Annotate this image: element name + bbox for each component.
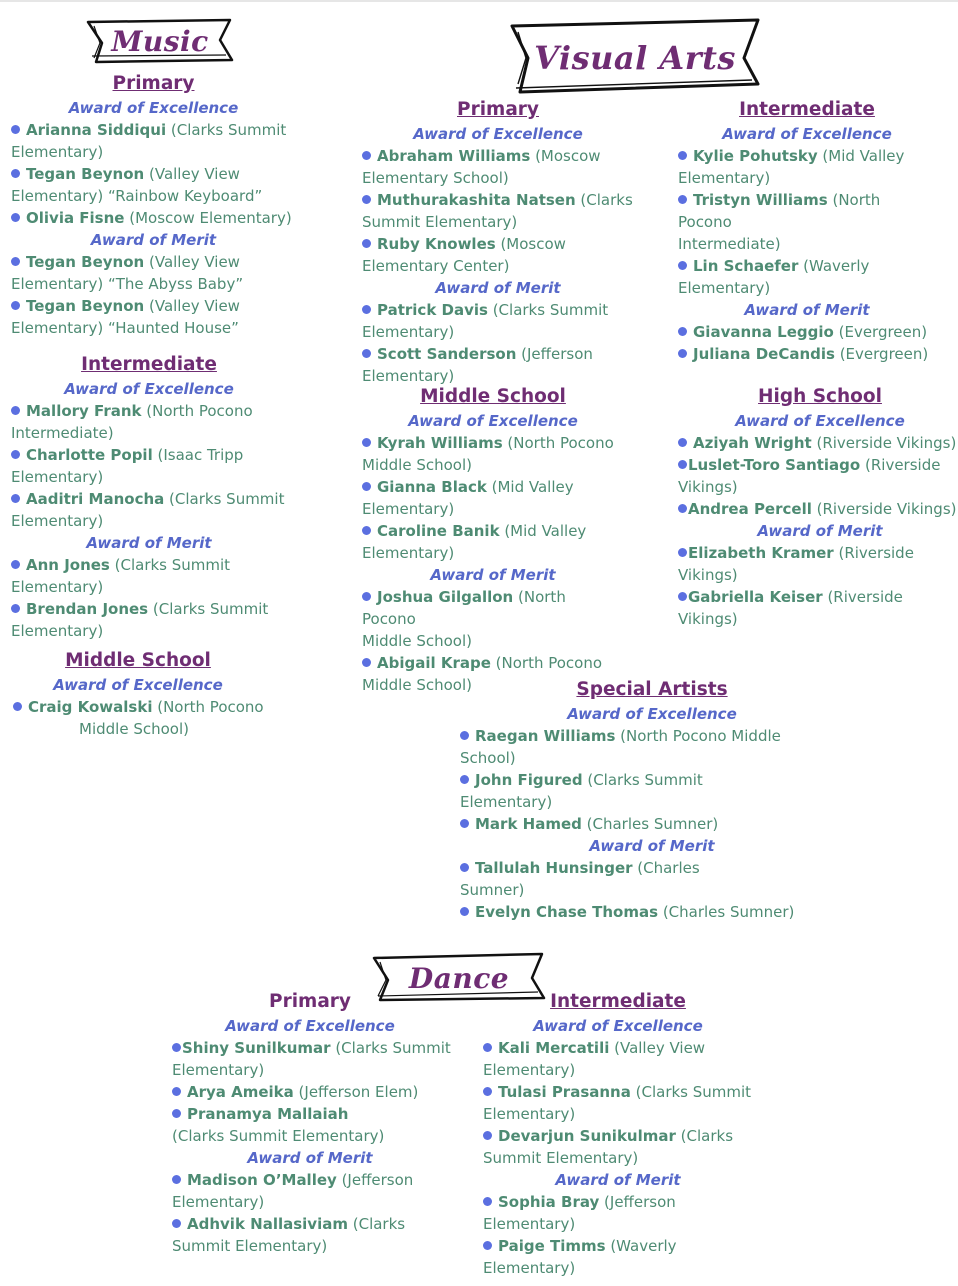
section-heading: Middle School: [420, 386, 566, 407]
bullet-icon: [678, 548, 687, 557]
bullet-icon: [362, 438, 371, 447]
dance-intermediate-section: [483, 989, 753, 1279]
list-item: Mark Hamed (Charles Sumner): [460, 813, 844, 835]
list-item: Arya Ameika (Jefferson Elem): [172, 1081, 448, 1103]
list-item: Arianna Siddiqui (Clarks Summit Elementary): [11, 121, 287, 161]
bullet-icon: [460, 775, 469, 784]
list-item: Adhvik Nallasiviam (Clarks Summit Elementary): [172, 1215, 406, 1255]
list-item: Shiny Sunilkumar (Clarks Summit Elementary): [172, 1039, 451, 1079]
list-item: John Figured (Clarks Summit Elementary): [460, 771, 703, 811]
bullet-icon: [678, 349, 687, 358]
dance-primary-section: [172, 989, 451, 1257]
visual-arts-middle-school-section: [362, 384, 624, 696]
bullet-icon: [172, 1175, 181, 1184]
list-item: Juliana DeCandis (Evergreen): [678, 343, 936, 365]
award-merit-heading: Award of Merit: [90, 231, 217, 249]
list-item: Tristyn Williams (North Pocono Intermediate): [678, 191, 881, 253]
award-excellence-heading: Award of Excellence: [722, 125, 892, 143]
award-excellence-heading: Award of Excellence: [64, 380, 234, 398]
list-item: Giavanna Leggio (Evergreen): [678, 321, 936, 343]
award-excellence-heading: Award of Excellence: [68, 99, 239, 117]
bullet-icon: [172, 1219, 181, 1228]
bullet-icon: [483, 1131, 492, 1140]
bullet-icon: [172, 1109, 181, 1118]
list-item: Tegan Beynon (Valley View Elementary) “Rainbow Keyboard”: [11, 165, 263, 205]
bullet-icon: [11, 213, 20, 222]
bullet-icon: [11, 169, 20, 178]
bullet-icon: [11, 560, 20, 569]
bullet-icon: [678, 261, 687, 270]
visual-arts-banner: [506, 18, 764, 98]
list-item: Gabriella Keiser (Riverside Vikings): [678, 588, 903, 628]
list-item: Devarjun Sunikulmar (Clarks Summit Elementary): [483, 1127, 734, 1167]
section-heading: Intermediate: [81, 354, 217, 375]
list-item: Ann Jones (Clarks Summit Elementary): [11, 556, 231, 596]
bullet-icon: [11, 604, 20, 613]
list-item: Luslet-Toro Santiago (Riverside Vikings): [678, 456, 941, 496]
list-item: Abigail Krape (North Pocono Middle School): [362, 654, 603, 694]
bullet-icon: [678, 438, 687, 447]
bullet-icon: [483, 1043, 492, 1052]
list-item: Ruby Knowles (Moscow Elementary Center): [362, 235, 566, 275]
bullet-icon: [172, 1043, 181, 1052]
bullet-icon: [362, 526, 371, 535]
bullet-icon: [11, 125, 20, 134]
award-merit-heading: Award of Merit: [435, 279, 561, 297]
section-heading: Special Artists: [576, 679, 728, 700]
award-merit-heading: Award of Merit: [589, 837, 715, 855]
bullet-icon: [11, 494, 20, 503]
award-excellence-heading: Award of Excellence: [225, 1017, 395, 1035]
list-item: Tallulah Hunsinger (Charles Sumner): [460, 859, 700, 899]
list-item: Aaditri Manocha (Clarks Summit Elementary): [11, 490, 285, 530]
visual-arts-high-school-section: [678, 384, 958, 630]
bullet-icon: [483, 1241, 492, 1250]
list-item: Madison O’Malley (Jefferson Elementary): [172, 1171, 414, 1211]
bullet-icon: [678, 151, 687, 160]
bullet-icon: [460, 731, 469, 740]
section-heading: Middle School: [65, 650, 211, 671]
bullet-icon: [678, 592, 687, 601]
list-item: Caroline Banik (Mid Valley Elementary): [362, 522, 587, 562]
list-item: Joshua Gilgallon (North Pocono Middle School): [362, 588, 566, 650]
list-item: Sophia Bray (Jefferson Elementary): [483, 1193, 676, 1233]
bullet-icon: [678, 327, 687, 336]
music-primary-section: [11, 71, 296, 339]
list-item: Andrea Percell (Riverside Vikings): [678, 498, 958, 520]
award-merit-heading: Award of Merit: [430, 566, 556, 584]
dance-banner-title: Dance: [408, 961, 510, 995]
list-item: Charlotte Popil (Isaac Tripp Elementary): [11, 446, 244, 486]
award-excellence-heading: Award of Excellence: [735, 412, 905, 430]
section-heading: Primary: [112, 73, 195, 94]
list-item: Gianna Black (Mid Valley Elementary): [362, 478, 574, 518]
bullet-icon: [362, 195, 371, 204]
list-item: Evelyn Chase Thomas (Charles Sumner): [460, 901, 844, 923]
bullet-icon: [362, 592, 371, 601]
bullet-icon: [172, 1087, 181, 1096]
list-item: Kyrah Williams (North Pocono Middle School): [362, 434, 614, 474]
bullet-icon: [460, 819, 469, 828]
list-item: Kali Mercatili (Valley View Elementary): [483, 1039, 706, 1079]
bullet-icon: [678, 504, 687, 513]
list-item: Mallory Frank (North Pocono Intermediate): [11, 402, 253, 442]
top-divider: [0, 0, 958, 2]
bullet-icon: [483, 1087, 492, 1096]
bullet-icon: [11, 257, 20, 266]
award-excellence-heading: Award of Excellence: [53, 676, 223, 694]
list-item: Olivia Fisne (Moscow Elementary): [11, 207, 296, 229]
music-banner-title: Music: [111, 24, 209, 58]
visual-arts-primary-section: [362, 97, 634, 387]
award-excellence-heading: Award of Excellence: [533, 1017, 703, 1035]
music-banner: [84, 16, 236, 66]
bullet-icon: [11, 406, 20, 415]
list-item: Tegan Beynon (Valley View Elementary) “The Abyss Baby”: [11, 253, 244, 293]
award-merit-heading: Award of Merit: [757, 522, 883, 540]
award-merit-heading: Award of Merit: [555, 1171, 681, 1189]
list-item: Lin Schaefer (Waverly Elementary): [678, 257, 870, 297]
music-middle-school-section: [13, 648, 263, 740]
section-heading: High School: [758, 386, 882, 407]
list-item: Elizabeth Kramer (Riverside Vikings): [678, 544, 914, 584]
bullet-icon: [11, 450, 20, 459]
bullet-icon: [460, 863, 469, 872]
bullet-icon: [362, 151, 371, 160]
section-heading: Primary: [269, 991, 351, 1012]
list-item: Brendan Jones (Clarks Summit Elementary): [11, 600, 269, 640]
bullet-icon: [13, 702, 22, 711]
list-item: Patrick Davis (Clarks Summit Elementary): [362, 301, 609, 341]
list-item: Paige Timms (Waverly Elementary): [483, 1237, 677, 1277]
list-item: Muthurakashita Natsen (Clarks Summit Elementary): [362, 191, 633, 231]
list-item: Abraham Williams (Moscow Elementary School): [362, 147, 601, 187]
section-heading: Intermediate: [550, 991, 686, 1012]
visual-arts-banner-title: Visual Arts: [534, 39, 736, 77]
award-excellence-heading: Award of Excellence: [408, 412, 578, 430]
bullet-icon: [11, 301, 20, 310]
list-item: Tulasi Prasanna (Clarks Summit Elementary): [483, 1083, 752, 1123]
list-item: Kylie Pohutsky (Mid Valley Elementary): [678, 147, 905, 187]
award-excellence-heading: Award of Excellence: [413, 125, 583, 143]
list-item: Scott Sanderson (Jefferson Elementary): [362, 345, 593, 385]
section-heading: Primary: [457, 99, 539, 120]
award-merit-heading: Award of Merit: [86, 534, 212, 552]
list-item: Craig Kowalski (North Pocono Middle School): [13, 696, 263, 740]
list-item: Pranamya Mallaiah (Clarks Summit Elementary): [172, 1105, 385, 1145]
bullet-icon: [362, 349, 371, 358]
visual-arts-special-artists-section: [460, 677, 844, 923]
bullet-icon: [362, 305, 371, 314]
bullet-icon: [362, 658, 371, 667]
bullet-icon: [483, 1197, 492, 1206]
section-heading: Intermediate: [739, 99, 875, 120]
music-intermediate-section: [11, 352, 287, 642]
bullet-icon: [362, 239, 371, 248]
bullet-icon: [460, 907, 469, 916]
bullet-icon: [678, 195, 687, 204]
bullet-icon: [678, 460, 687, 469]
list-item: Raegan Williams (North Pocono Middle School): [460, 727, 781, 767]
award-excellence-heading: Award of Excellence: [567, 705, 737, 723]
award-merit-heading: Award of Merit: [744, 301, 870, 319]
visual-arts-intermediate-section: [678, 97, 936, 365]
bullet-icon: [362, 482, 371, 491]
list-item: Tegan Beynon (Valley View Elementary) “Haunted House”: [11, 297, 240, 337]
award-merit-heading: Award of Merit: [247, 1149, 373, 1167]
list-item: Aziyah Wright (Riverside Vikings): [678, 432, 958, 454]
